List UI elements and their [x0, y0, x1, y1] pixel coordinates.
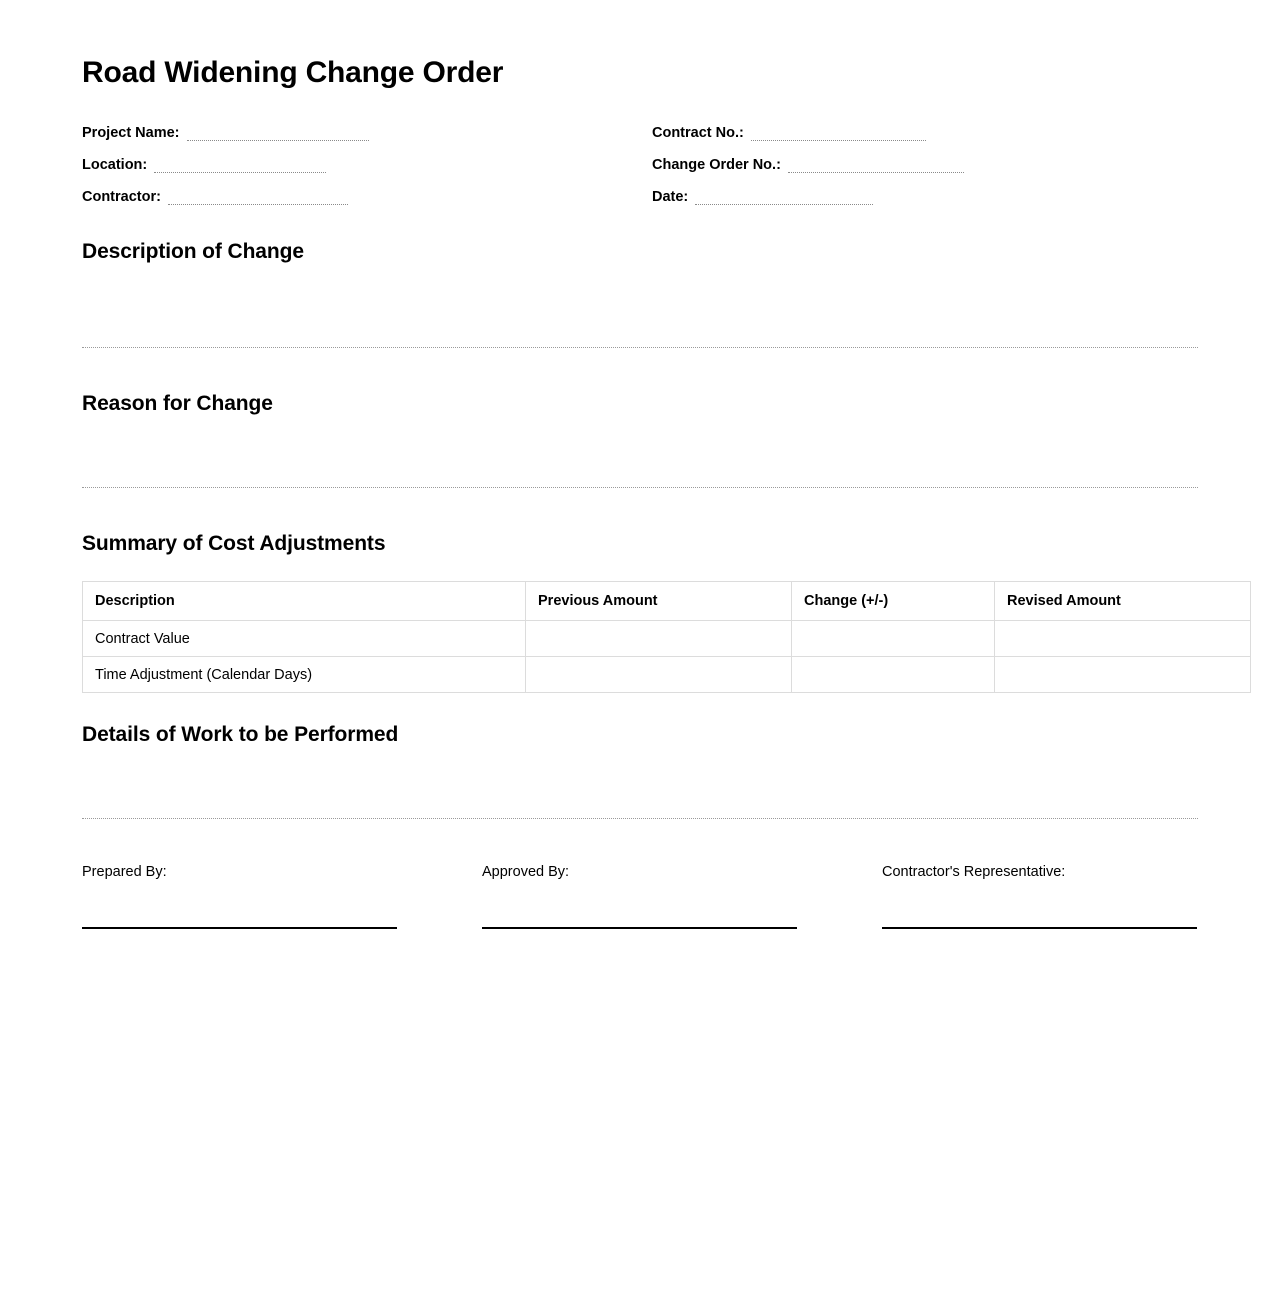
- contract-no-label: Contract No.:: [652, 125, 744, 141]
- table-row: [83, 657, 1251, 693]
- document-content: [82, 0, 1198, 929]
- section-heading-details-of-work: Details of Work to be Performed: [82, 723, 399, 747]
- cell-previous-amount[interactable]: [526, 621, 792, 657]
- cell-description: Time Adjustment (Calendar Days): [83, 657, 526, 693]
- contractor-field[interactable]: [82, 188, 652, 206]
- reason-for-change-input[interactable]: [82, 437, 1198, 488]
- header-field-row: [82, 110, 1198, 142]
- column-header-previous-amount: Previous Amount: [526, 582, 792, 621]
- cost-adjustments-table: [82, 581, 1251, 693]
- column-header-change: Change (+/-): [792, 582, 995, 621]
- contract-no-field[interactable]: [652, 124, 1198, 142]
- change-order-no-label: Change Order No.:: [652, 157, 781, 173]
- spacer: [82, 693, 1198, 723]
- prepared-by-label: Prepared By:: [82, 864, 167, 881]
- approved-by-label: Approved By:: [482, 864, 570, 881]
- page-title: Road Widening Change Order: [82, 56, 504, 89]
- cell-description: Contract Value: [83, 621, 526, 657]
- header-field-row: [82, 142, 1198, 174]
- date-label: Date:: [652, 189, 689, 205]
- section-heading-reason-for-change: Reason for Change: [82, 392, 273, 416]
- cell-change[interactable]: [792, 621, 995, 657]
- spacer: [82, 488, 1198, 532]
- signature-row: [82, 863, 1198, 929]
- table-row: [83, 621, 1251, 657]
- table-body: [83, 621, 1251, 693]
- section-heading-summary-of-cost-adjustments: Summary of Cost Adjustments: [82, 532, 386, 556]
- cell-change[interactable]: [792, 657, 995, 693]
- date-input[interactable]: [695, 190, 873, 205]
- project-name-field[interactable]: [82, 124, 652, 142]
- column-header-revised-amount: Revised Amount: [995, 582, 1251, 621]
- spacer: [82, 263, 1198, 285]
- column-header-description: Description: [83, 582, 526, 621]
- spacer: [82, 746, 1198, 768]
- signature-block-contractor-representative: [882, 863, 1197, 929]
- header-fields: [82, 110, 1198, 206]
- cell-previous-amount[interactable]: [526, 657, 792, 693]
- spacer: [82, 555, 1198, 581]
- spacer: [397, 863, 482, 929]
- signature-block-prepared-by: [82, 863, 397, 929]
- spacer: [797, 863, 882, 929]
- approved-by-signature-line[interactable]: [482, 927, 797, 929]
- signature-block-approved-by: [482, 863, 797, 929]
- spacer: [82, 819, 1198, 863]
- cell-revised-amount[interactable]: [995, 621, 1251, 657]
- contractor-input[interactable]: [168, 190, 348, 205]
- date-field[interactable]: [652, 188, 1198, 206]
- location-label: Location:: [82, 157, 148, 173]
- location-input[interactable]: [154, 158, 326, 173]
- change-order-no-field[interactable]: [652, 156, 1198, 174]
- table-header: [83, 582, 1251, 621]
- header-field-row: [82, 174, 1198, 206]
- description-of-change-input[interactable]: [82, 285, 1198, 348]
- spacer: [82, 206, 1198, 240]
- prepared-by-signature-line[interactable]: [82, 927, 397, 929]
- details-of-work-input[interactable]: [82, 768, 1198, 819]
- cell-revised-amount[interactable]: [995, 657, 1251, 693]
- change-order-no-input[interactable]: [788, 158, 964, 173]
- contractor-label: Contractor:: [82, 189, 161, 205]
- contractor-representative-signature-line[interactable]: [882, 927, 1197, 929]
- contractor-representative-label: Contractor's Representative:: [882, 864, 1066, 881]
- location-field[interactable]: [82, 156, 652, 174]
- project-name-input[interactable]: [187, 126, 369, 141]
- spacer: [82, 415, 1198, 437]
- project-name-label: Project Name:: [82, 125, 180, 141]
- table-header-row: [83, 582, 1251, 621]
- contract-no-input[interactable]: [751, 126, 926, 141]
- section-heading-description-of-change: Description of Change: [82, 240, 304, 263]
- spacer: [82, 348, 1198, 392]
